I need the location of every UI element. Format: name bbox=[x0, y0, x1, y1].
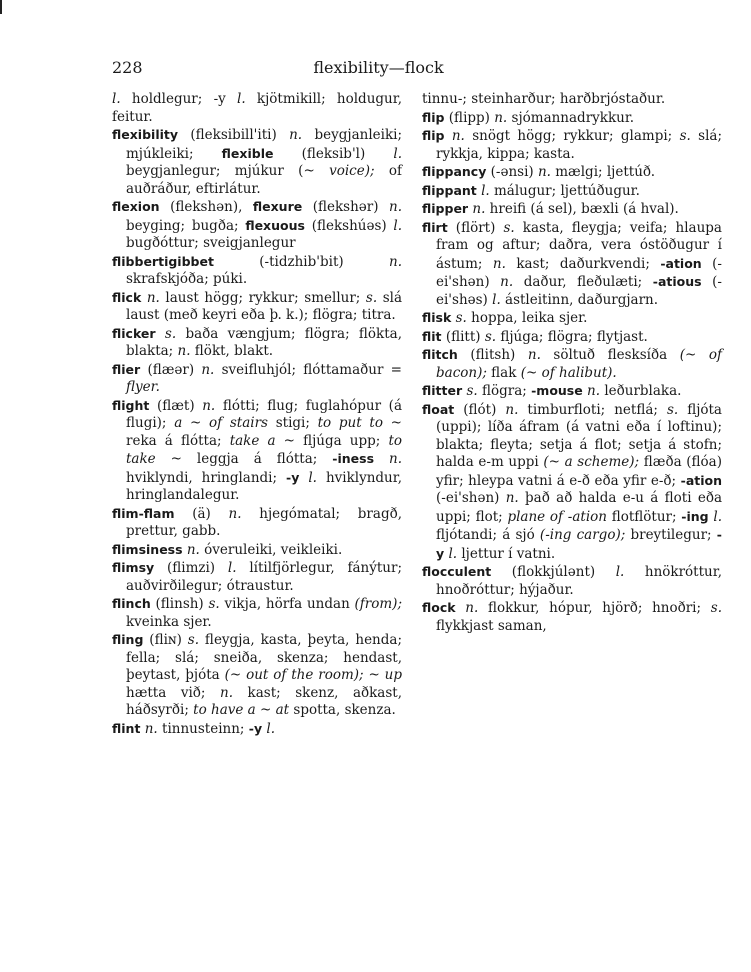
dictionary-entry bbox=[112, 541, 402, 560]
headword: -ation bbox=[660, 255, 702, 271]
part-of-speech: n. bbox=[186, 541, 200, 558]
definition-text: kast; skenz, aðkast, háðsyrði; bbox=[126, 684, 402, 718]
usage-example: (~ of bacon); bbox=[436, 347, 722, 381]
part-of-speech: s. bbox=[365, 289, 378, 306]
definition-text: timburfloti; netflá; bbox=[518, 401, 667, 418]
definition-text: flögra; bbox=[477, 383, 532, 399]
part-of-speech: n. bbox=[537, 164, 551, 180]
definition-text: (flimzi) bbox=[154, 560, 228, 576]
dictionary-entry bbox=[422, 91, 722, 109]
dictionary-entry bbox=[422, 401, 722, 564]
definition-text: leggja á flótta; bbox=[181, 451, 333, 467]
definition-text: fljúga upp; bbox=[294, 432, 389, 449]
headword: flock bbox=[422, 600, 456, 615]
part-of-speech: n. bbox=[220, 684, 233, 701]
usage-example: to take ~ bbox=[126, 432, 402, 467]
definition-text: (-ei'shən) bbox=[436, 490, 506, 506]
definition-text: (-tidzhib'bit) bbox=[213, 253, 389, 270]
headword: flitch bbox=[422, 347, 458, 362]
dictionary-entry bbox=[422, 563, 722, 599]
definition-text: flokkur, hópur, hjörð; hnoðri; bbox=[478, 600, 711, 616]
definition-text: skrafskjóða; púki. bbox=[126, 271, 248, 287]
usage-example: flyer. bbox=[126, 379, 160, 395]
part-of-speech: n. bbox=[289, 127, 303, 143]
dictionary-entry bbox=[112, 397, 402, 505]
headword: flexure bbox=[252, 199, 303, 214]
part-of-speech: n. bbox=[505, 490, 519, 506]
part-of-speech: n. bbox=[451, 128, 465, 144]
dictionary-entry bbox=[422, 328, 722, 347]
definition-text: flak bbox=[486, 364, 521, 381]
part-of-speech: n. bbox=[500, 274, 514, 290]
dictionary-entry bbox=[112, 720, 402, 739]
page-header bbox=[112, 58, 645, 80]
definition-text: (flitsh) bbox=[457, 347, 528, 363]
definition-text: of auðráður, eftirlátur. bbox=[126, 163, 402, 197]
definition-text: hviklyndi, hringlandi; bbox=[126, 469, 287, 486]
part-of-speech: s. bbox=[455, 310, 467, 326]
part-of-speech: s. bbox=[466, 383, 478, 399]
headword: flirt bbox=[422, 219, 448, 235]
part-of-speech: n. bbox=[146, 289, 160, 306]
definition-text: söltuð flesksíða bbox=[540, 347, 680, 363]
definition-text: vikja, hörfa undan bbox=[219, 596, 355, 612]
usage-example: to have a ~ at bbox=[193, 702, 290, 718]
definition-text: (ä) bbox=[174, 505, 229, 522]
definition-text: flykkjast saman, bbox=[436, 617, 547, 634]
headword: flexibility bbox=[112, 127, 179, 142]
headword: -atious bbox=[652, 274, 702, 289]
part-of-speech: s. bbox=[503, 219, 515, 236]
definition-text: (flæər) bbox=[140, 361, 202, 378]
definition-text: leðurblaka. bbox=[600, 383, 682, 399]
part-of-speech: l. bbox=[266, 720, 275, 737]
definition-text: (fleksib'l) bbox=[273, 145, 394, 162]
part-of-speech: n. bbox=[465, 600, 479, 616]
part-of-speech: s. bbox=[484, 328, 497, 345]
headword: fling bbox=[112, 632, 144, 647]
definition-text: lítilfjörlegur, fánýtur; auðvirðilegur; ótraustur. bbox=[126, 560, 403, 594]
part-of-speech: n. bbox=[202, 397, 216, 414]
definition-text: (flitt) bbox=[441, 328, 485, 345]
part-of-speech: n. bbox=[494, 109, 508, 126]
headword: -iness bbox=[332, 451, 375, 466]
dictionary-entry bbox=[112, 505, 402, 541]
dictionary-entry bbox=[422, 200, 722, 219]
definition-text: fljótandi; á sjó bbox=[436, 527, 540, 543]
part-of-speech: s. bbox=[208, 596, 220, 612]
page-edge-mark bbox=[0, 0, 2, 14]
definition-text: hviklyndur, hringlandalegur. bbox=[126, 469, 402, 503]
definition-text: beyging; bugða; bbox=[126, 217, 246, 234]
part-of-speech: s. bbox=[164, 325, 177, 342]
definition-text: kast; daðurkvendi; bbox=[505, 255, 661, 272]
part-of-speech: l. bbox=[237, 91, 246, 107]
part-of-speech: n. bbox=[472, 201, 486, 217]
headword: flipper bbox=[422, 201, 469, 216]
dictionary-entry bbox=[422, 382, 722, 401]
headword: flisk bbox=[422, 310, 452, 325]
part-of-speech: l. bbox=[713, 508, 722, 525]
usage-example: (from); bbox=[354, 596, 402, 612]
usage-example: (-ing cargo); bbox=[539, 527, 626, 543]
definition-text bbox=[156, 326, 165, 342]
dictionary-entry bbox=[422, 309, 722, 328]
definition-text: tinnu-; steinharður; harðbrjóstaður. bbox=[422, 91, 666, 107]
definition-text bbox=[456, 600, 466, 616]
dictionary-entry bbox=[422, 127, 722, 163]
definition-text: bugðóttur; sveigjanlegur bbox=[126, 235, 296, 251]
headword: flip bbox=[422, 128, 445, 143]
dictionary-entry bbox=[112, 198, 402, 253]
definition-text: stigi; bbox=[267, 415, 318, 431]
usage-example: plane of -ation bbox=[507, 508, 607, 525]
headword: -y bbox=[248, 720, 263, 736]
definition-text: (-ei'shən) bbox=[436, 255, 722, 290]
definition-text: tinnusteinn; bbox=[157, 720, 249, 737]
dictionary-entry bbox=[422, 599, 722, 635]
definition-text: sjómannadrykkur. bbox=[507, 109, 635, 126]
headword: flexion bbox=[112, 199, 160, 214]
headword: flier bbox=[112, 361, 141, 377]
definition-text: slá laust (með keyri eða þ. k.); flögra; titra. bbox=[126, 289, 402, 323]
definition-text: (fliɴ) bbox=[143, 632, 188, 648]
headword: -mouse bbox=[531, 383, 583, 398]
definition-text: (flekshər) bbox=[302, 199, 389, 215]
definition-text: óveruleiki, veikleiki. bbox=[199, 541, 343, 558]
definition-text: kveinka sjer. bbox=[126, 613, 212, 630]
right-column bbox=[422, 91, 722, 635]
part-of-speech: l. bbox=[492, 291, 501, 308]
definition-text: flotflötur; bbox=[606, 508, 682, 525]
definition-text: málugur; ljettúðugur. bbox=[489, 182, 640, 199]
usage-example: ~ voice); bbox=[303, 163, 375, 179]
definition-text: (-ənsi) bbox=[486, 164, 538, 180]
headword: flimsy bbox=[112, 560, 155, 575]
definition-text: (fleksibill'iti) bbox=[178, 127, 290, 143]
usage-example: to put to ~ bbox=[317, 415, 402, 431]
definition-text: beygjanlegur; mjúkur ( bbox=[126, 163, 304, 179]
definition-text: fleygja, kasta, þeyta, henda; fella; slá; sneiða, skenza; hendast, þeytast, þjóta bbox=[126, 632, 402, 683]
definition-text bbox=[445, 128, 452, 144]
definition-text: (flæt) bbox=[149, 397, 203, 414]
dictionary-entry bbox=[422, 182, 722, 201]
part-of-speech: l. bbox=[393, 145, 402, 162]
headword: flint bbox=[112, 720, 141, 736]
part-of-speech: n. bbox=[144, 720, 158, 737]
definition-text: kjötmikill; holdugur, feitur. bbox=[112, 91, 402, 125]
usage-example: take a ~ bbox=[229, 432, 295, 449]
definition-text: mælgi; ljettúð. bbox=[550, 164, 656, 180]
definition-text: baða vængjum; flögra; flökta, blakta; bbox=[126, 325, 402, 359]
definition-text: ástleitinn, daðurgjarn. bbox=[500, 291, 659, 308]
headword: -y bbox=[286, 469, 300, 485]
definition-text: daður, fleðulæti; bbox=[513, 274, 653, 290]
part-of-speech: l. bbox=[393, 217, 403, 234]
definition-text: (flört) bbox=[447, 219, 504, 236]
headword: flit bbox=[422, 328, 442, 344]
dictionary-entry bbox=[112, 559, 402, 595]
definition-text: (flekshúəs) bbox=[304, 217, 394, 234]
headword: flip bbox=[422, 109, 445, 125]
part-of-speech: n. bbox=[389, 253, 402, 270]
headword: flicker bbox=[112, 325, 156, 341]
definition-text: það að halda e-u á floti eða uppi; flot; bbox=[436, 490, 722, 525]
part-of-speech: n. bbox=[527, 347, 541, 363]
definition-text: flökt, blakt. bbox=[190, 343, 274, 359]
definition-text: beygjanleiki; mjúkleiki; bbox=[126, 127, 402, 162]
headword: flight bbox=[112, 397, 150, 413]
definition-text: (flipp) bbox=[444, 109, 495, 126]
headword: flick bbox=[112, 289, 142, 305]
dictionary-entry bbox=[112, 91, 402, 126]
part-of-speech: n. bbox=[201, 361, 215, 378]
definition-text: snögt högg; rykkur; glampi; bbox=[464, 128, 680, 144]
definition-text: ljettur í vatni. bbox=[457, 545, 556, 562]
part-of-speech: n. bbox=[505, 401, 519, 418]
definition-text: sveifluhjól; flóttamaður = bbox=[214, 361, 402, 378]
headword: -ation bbox=[680, 472, 722, 488]
dictionary-entry bbox=[422, 163, 722, 182]
definition-text: flótti; flug; fuglahópur (á flugi); bbox=[126, 397, 402, 431]
dictionary-entry bbox=[112, 631, 402, 720]
headword: flippancy bbox=[422, 164, 487, 179]
headword: flocculent bbox=[422, 564, 492, 579]
dictionary-entry bbox=[112, 361, 402, 397]
headword: -ing bbox=[681, 508, 709, 524]
definition-text: flæða (flóa) yfir; hleypa vatni á e-ð eða yfir e-ð; bbox=[436, 454, 722, 489]
part-of-speech: n. bbox=[177, 343, 191, 359]
definition-text: slá; rykkja, kippa; kasta. bbox=[436, 128, 722, 162]
part-of-speech: n. bbox=[389, 199, 402, 215]
dictionary-entry bbox=[422, 346, 722, 382]
headword: flexuous bbox=[245, 217, 305, 233]
part-of-speech: s. bbox=[666, 401, 679, 418]
definition-text bbox=[374, 451, 389, 467]
part-of-speech: n. bbox=[389, 451, 403, 467]
dictionary-entry bbox=[112, 325, 402, 361]
definition-text: holdlegur; -y bbox=[120, 91, 238, 107]
running-head: flexibility—flock bbox=[313, 58, 444, 77]
part-of-speech: l. bbox=[448, 545, 458, 562]
dictionary-entry bbox=[112, 253, 402, 289]
definition-text: hjegómatal; bragð, prettur, gabb. bbox=[126, 505, 402, 539]
definition-text: hætta við; bbox=[126, 684, 220, 701]
dictionary-entry bbox=[112, 126, 402, 198]
usage-example: (~ a scheme); bbox=[543, 454, 640, 470]
definition-text: breytilegur; bbox=[625, 527, 717, 543]
headword: flinch bbox=[112, 596, 151, 611]
part-of-speech: n. bbox=[228, 505, 242, 522]
dictionary-entry bbox=[422, 109, 722, 128]
definition-text: hoppa, leika sjer. bbox=[466, 310, 588, 326]
definition-text: kasta, fleygja; veifa; hlaupa fram og aftur; daðra, vera óstöðugur í ástum; bbox=[436, 219, 722, 272]
left-column bbox=[112, 91, 402, 738]
part-of-speech: l. bbox=[308, 469, 317, 486]
headword: flexible bbox=[221, 145, 274, 161]
definition-text: spotta, skenza. bbox=[289, 702, 396, 718]
definition-text: hnökróttur, hnoðróttur; hýjaður. bbox=[436, 564, 722, 598]
definition-text: (flinsh) bbox=[150, 596, 209, 612]
usage-example: a ~ of stairs bbox=[174, 415, 268, 431]
part-of-speech: l. bbox=[615, 564, 625, 580]
definition-text bbox=[299, 470, 308, 486]
definition-text: fljóta (uppi); líða áfram (á vatni eða í loftinu); blakta; fleyta; setja á flot; setja á stofn; halda e-m uppi bbox=[436, 401, 722, 470]
definition-text: reka á flótta; bbox=[126, 432, 230, 449]
part-of-speech: s. bbox=[679, 128, 691, 144]
part-of-speech: l. bbox=[227, 560, 237, 576]
headword: flippant bbox=[422, 182, 477, 198]
definition-text: (-ei'shəs) bbox=[436, 274, 722, 308]
definition-text: laust högg; rykkur; smellur; bbox=[159, 289, 366, 306]
dictionary-entry bbox=[112, 289, 402, 325]
definition-text: fljúga; flögra; flytjast. bbox=[496, 328, 648, 345]
part-of-speech: n. bbox=[587, 383, 601, 399]
definition-text: (flokkjúlənt) bbox=[491, 564, 616, 580]
part-of-speech: n. bbox=[492, 255, 506, 272]
definition-text: (flót) bbox=[454, 401, 506, 418]
definition-text: hreifi (á sel), bæxli (á hval). bbox=[485, 201, 679, 217]
headword: -y bbox=[436, 527, 722, 561]
part-of-speech: s. bbox=[187, 632, 200, 648]
page-number: 228 bbox=[112, 58, 143, 77]
usage-example: (~ of halibut). bbox=[520, 364, 617, 381]
part-of-speech: s. bbox=[710, 600, 722, 616]
headword: float bbox=[422, 401, 455, 417]
part-of-speech: l. bbox=[112, 91, 121, 107]
headword: flibbertigibbet bbox=[112, 253, 214, 269]
headword: flimsiness bbox=[112, 541, 183, 557]
part-of-speech: l. bbox=[481, 182, 490, 199]
headword: flim-flam bbox=[112, 505, 175, 521]
dictionary-entry bbox=[422, 219, 722, 310]
headword: flitter bbox=[422, 383, 463, 398]
dictionary-entry bbox=[112, 595, 402, 631]
usage-example: (~ out of the room); ~ up bbox=[224, 667, 403, 683]
definition-text: (flekshən), bbox=[159, 199, 253, 215]
